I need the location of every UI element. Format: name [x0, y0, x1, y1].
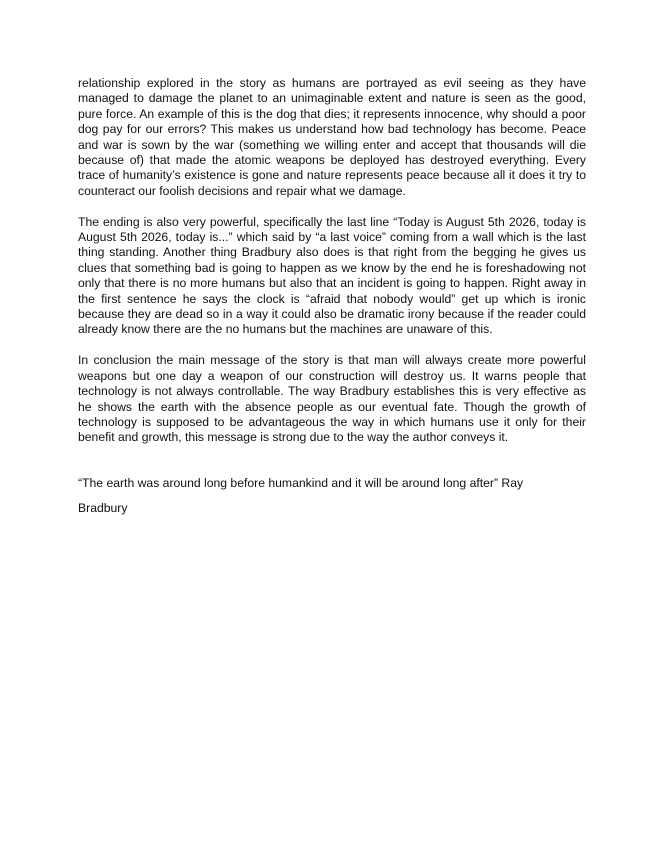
document-body [78, 76, 586, 517]
quote-author: Bradbury [78, 501, 128, 516]
paragraph-relationship: relationship explored in the story as humans are portrayed as evil seeing as they have managed to damage the planet to an unimaginable extent and nature is seen as the good, pure force. An example of this is the dog that dies; it represents innocence, why should a poor dog pay for our errors? This makes us understand how bad technology has become. Peace and war is sown by the war (something we willing enter and accept that thousands will die because of) that made the atomic weapons be deployed has destroyed everything. Every trace of humanity’s existence is gone and nature represents peace because all it does it try to counteract our foolish decisions and repair what we damage. [78, 76, 586, 198]
closing-quote: “The earth was around long before humankind and it will be around long after” Ray [78, 475, 524, 490]
paragraph-ending: The ending is also very powerful, specifically the last line “Today is August 5th 2026, today is August 5th 2026, today is...” which said by “a last voice” coming from a wall which is the last thing standing. Another thing Bradbury also does is that right from the begging he gives us clues that something bad is going to happen as we know by the end he is foreshadowing not only that there is no more humans but also that an incident is going to happen. Right away in the first sentence he says the clock is “afraid that nobody would” get up which is ironic because they are dead so in a way it could also be dramatic irony because if the reader could already know there are the no humans but the machines are unaware of this. [78, 214, 586, 337]
paragraph-conclusion: In conclusion the main message of the story is that man will always create more powerful weapons but one day a weapon of our construction will destroy us. It warns people that technology is not always controllable. The way Bradbury establishes this is very effective as he shows the earth with the absence people as our eventual fate. Though the growth of technology is supposed to be advantageous the way in which humans use it only for their benefit and growth, this message is strong due to the way the author conveys it. [78, 353, 586, 445]
